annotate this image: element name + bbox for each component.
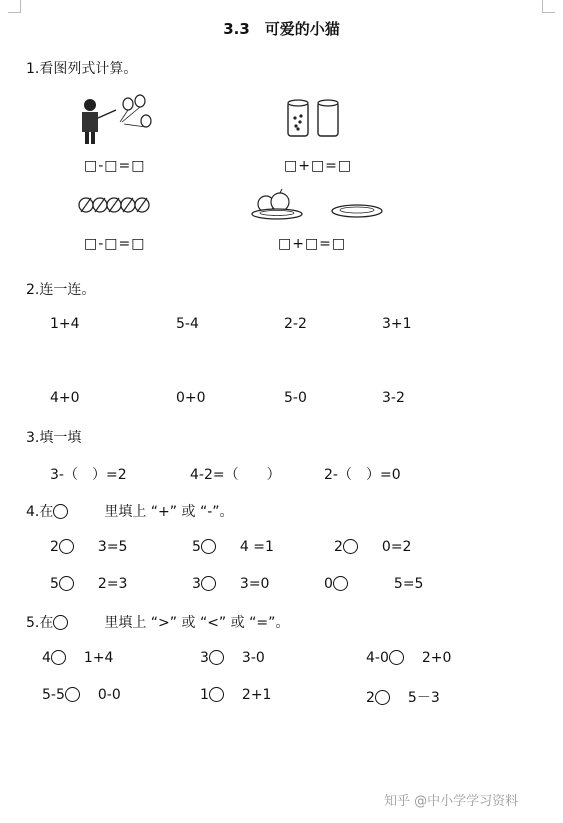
cups-icon [286, 98, 344, 140]
corner-mark-right [542, 0, 555, 13]
fill-blank-item[interactable]: 4-2=（ ） [190, 467, 281, 483]
operator-circle[interactable] [59, 576, 74, 591]
fill-blank-item[interactable]: 2-（ ）=0 [324, 467, 401, 483]
match-bottom-item[interactable]: 3-2 [382, 390, 405, 406]
compare-circle[interactable] [209, 687, 224, 702]
operator-circle[interactable] [333, 576, 348, 591]
compare-item[interactable]: 2 5－3 [366, 690, 440, 706]
operator-circle[interactable] [59, 539, 74, 554]
section-4-heading-suffix: 里填上 “+” 或 “-”。 [104, 504, 234, 520]
equation-3: □-□=□ [84, 236, 146, 252]
circle-blank-icon [53, 504, 68, 519]
compare-circle[interactable] [209, 650, 224, 665]
match-bottom-item[interactable]: 5-0 [284, 390, 307, 406]
compare-item[interactable]: 5-5 0-0 [42, 687, 121, 703]
equation-4: □+□=□ [278, 236, 347, 252]
operator-circle[interactable] [343, 539, 358, 554]
compare-item[interactable]: 3 3-0 [200, 650, 265, 666]
section-4-heading [26, 501, 234, 521]
boy-with-balloons-icon [76, 94, 158, 146]
operator-item[interactable]: 0 5=5 [324, 576, 424, 592]
plate-with-fruit-icon [250, 188, 304, 222]
watermark: 知乎 @中小学学习资料 [384, 794, 519, 809]
circle-blank-icon [53, 615, 68, 630]
equation-1: □-□=□ [84, 158, 146, 174]
operator-item[interactable]: 2 3=5 [50, 539, 128, 555]
match-bottom-item[interactable]: 4+0 [50, 390, 80, 406]
compare-circle[interactable] [51, 650, 66, 665]
page-title: 3.3 可爱的小猫 [223, 20, 340, 38]
section-4-heading-prefix: 4.在 [26, 504, 54, 520]
match-top-item[interactable]: 5-4 [176, 316, 199, 332]
corner-mark-left [8, 0, 21, 13]
operator-item[interactable]: 5 2=3 [50, 576, 128, 592]
match-top-item[interactable]: 3+1 [382, 316, 412, 332]
section-2-heading: 2.连一连。 [26, 282, 96, 298]
compare-item[interactable]: 4 1+4 [42, 650, 114, 666]
section-3-heading: 3.填一填 [26, 430, 82, 446]
fill-blank-item[interactable]: 3-（ ）=2 [50, 467, 127, 483]
section-5-heading-suffix: 里填上 “>” 或 “<” 或 “=”。 [104, 615, 290, 631]
section-5-heading-prefix: 5.在 [26, 615, 54, 631]
match-bottom-item[interactable]: 0+0 [176, 390, 206, 406]
equation-2: □+□=□ [284, 158, 353, 174]
section-1-heading: 1.看图列式计算。 [26, 61, 138, 77]
operator-item[interactable]: 5 4 =1 [192, 539, 274, 555]
operator-circle[interactable] [201, 539, 216, 554]
compare-circle[interactable] [389, 650, 404, 665]
operator-item[interactable]: 2 0=2 [334, 539, 412, 555]
compare-item[interactable]: 1 2+1 [200, 687, 272, 703]
operator-circle[interactable] [201, 576, 216, 591]
section-5-heading [26, 612, 289, 632]
match-top-item[interactable]: 2-2 [284, 316, 307, 332]
compare-circle[interactable] [375, 690, 390, 705]
empty-plate-icon [330, 202, 384, 220]
match-top-item[interactable]: 1+4 [50, 316, 80, 332]
compare-item[interactable]: 4-0 2+0 [366, 650, 452, 666]
compare-circle[interactable] [65, 687, 80, 702]
apples-row-icon [78, 192, 154, 216]
operator-item[interactable]: 3 3=0 [192, 576, 270, 592]
